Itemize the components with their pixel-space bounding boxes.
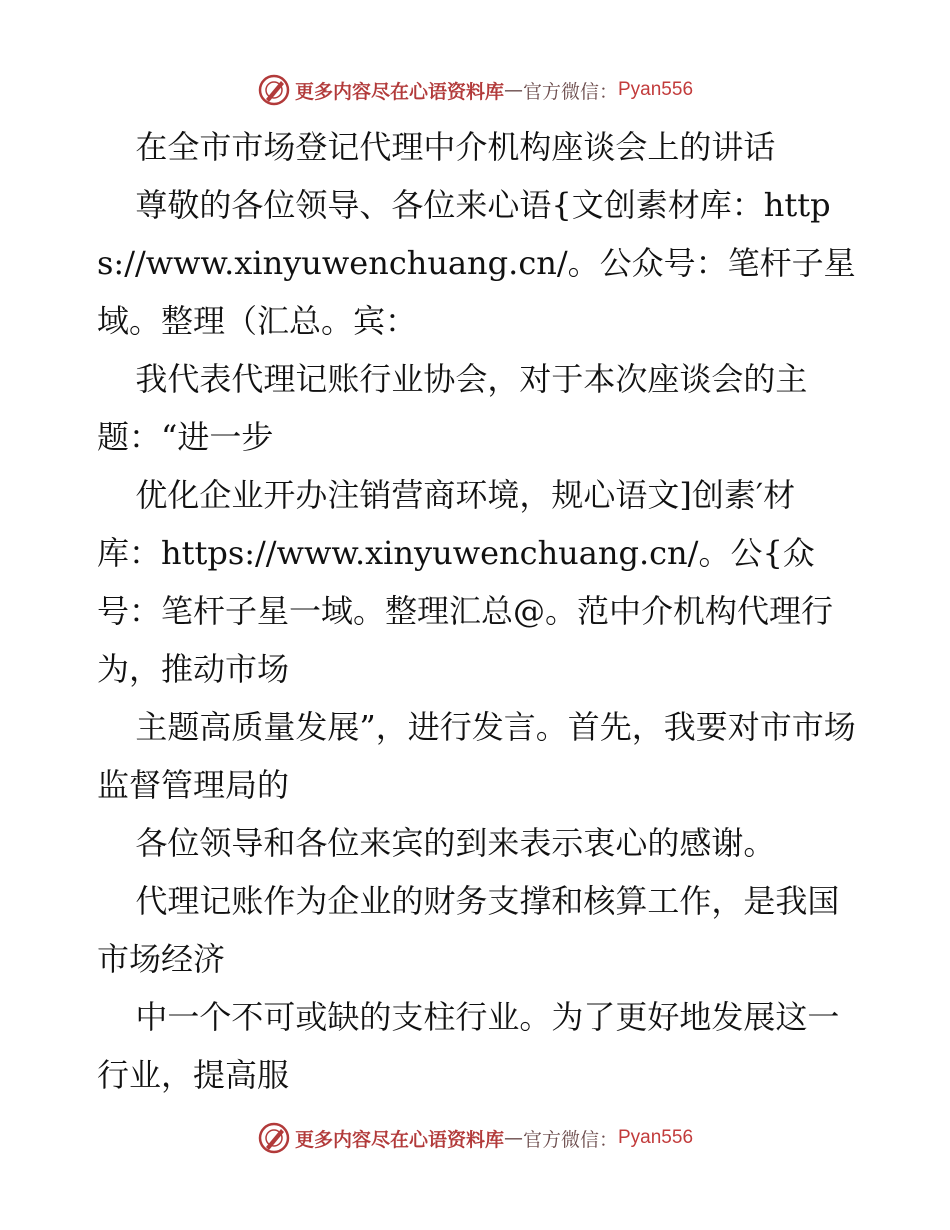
paragraph: 主题高质量发展”，进行发言。首先，我要对市市场监督管理局的 xyxy=(97,708,856,804)
banner-wechat-id: Pyan556 xyxy=(618,79,694,100)
banner-wechat-id: Pyan556 xyxy=(618,1127,694,1148)
banner-brand-text: 更多内容尽在心语资料库 xyxy=(294,80,504,103)
pen-logo-icon xyxy=(257,73,291,107)
paragraph: 各位领导和各位来宾的到来表示衷心的感谢。 xyxy=(135,824,776,862)
banner-dash: — xyxy=(503,1127,523,1149)
paragraph: 优化企业开办注销营商环境，规心语文]创素′材库：https://www.xinyuwenchuang.cn/。公{众号：笔杆子星一域。整理汇总@。范中介机构代理行为，推动市场 xyxy=(97,476,834,688)
pen-logo-icon xyxy=(257,1121,291,1155)
banner-dash: — xyxy=(503,79,523,101)
banner-brand-text: 更多内容尽在心语资料库 xyxy=(294,1128,504,1151)
paragraph: 代理记账作为企业的财务支撑和核算工作，是我国市场经济 xyxy=(97,882,840,978)
banner-official-label: 官方微信： xyxy=(522,1128,618,1151)
paragraph: 我代表代理记账行业协会，对于本次座谈会的主题：“进一步 xyxy=(97,360,808,456)
header-banner xyxy=(0,70,950,110)
banner-official-label: 官方微信： xyxy=(522,80,618,103)
footer-banner xyxy=(0,1118,950,1158)
paragraph: 尊敬的各位领导、各位来心语{文创素材库：https://www.xinyuwenchuang.cn/。公众号：笔杆子星域。整理（汇总。宾： xyxy=(97,186,856,340)
document-body xyxy=(97,118,857,1104)
paragraph: 中一个不可或缺的支柱行业。为了更好地发展这一行业，提高服 xyxy=(97,998,840,1094)
document-title: 在全市市场登记代理中介机构座谈会上的讲话 xyxy=(135,128,776,166)
